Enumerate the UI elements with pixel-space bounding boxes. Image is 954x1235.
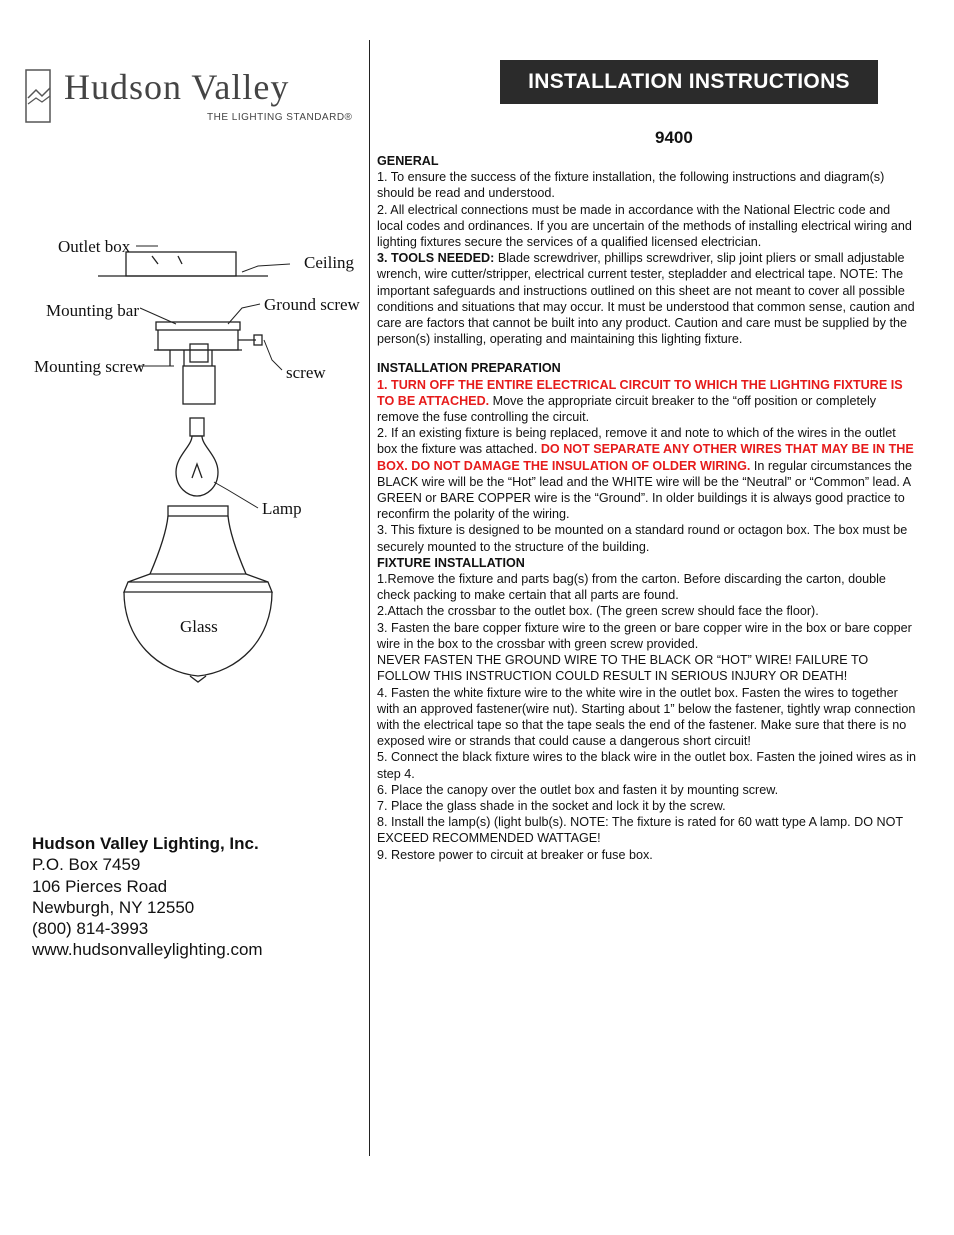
preparation-heading: INSTALLATION PREPARATION	[377, 361, 561, 376]
label-outlet-box: Outlet box	[58, 237, 131, 256]
tools-needed-label: 3. TOOLS NEEDED:	[377, 251, 495, 266]
preparation-item-1-warning: 1. TURN OFF THE ENTIRE ELECTRICAL CIRCUIT TO WHICH THE LIGHTING FIXTURE IS TO BE ATTACHED.	[377, 377, 903, 408]
installation-item-1: 1.Remove the fixture and parts bag(s) from the carton. Before discarding the carton, double check packing to make certain that all parts are found.	[377, 572, 886, 603]
canopy-shape	[154, 322, 262, 404]
label-screw: screw	[286, 363, 326, 382]
glass-shade-shape	[124, 506, 272, 682]
hudson-valley-logo	[24, 66, 364, 128]
general-heading: GENERAL	[377, 154, 439, 168]
preparation-item-1-text: Move the appropriate circuit breaker to the “off position or completely remove the fuse controlling the circuit.	[377, 393, 877, 425]
preparation-item-1	[377, 377, 917, 426]
installation-item-5: 5. Connect the black fixture wires to the black wire in the outlet box. Fasten the joined wires as in step 4.	[377, 750, 917, 781]
company-website: www.hudsonvalleylighting.com	[32, 940, 263, 960]
company-address	[32, 833, 263, 961]
installation-item-8: 8. Install the lamp(s) (light bulb(s). NOTE: The fixture is rated for 60 watt type A lamp. DO NOT EXCEED RECOMMENDED WATTAGE!	[377, 815, 903, 846]
label-mounting-screw: Mounting screw	[34, 357, 145, 376]
installation-warning: NEVER FASTEN THE GROUND WIRE TO THE BLACK OR “HOT” WIRE! FAILURE TO FOLLOW THIS INSTRUCTION COULD RESULT IN SERIOUS INJURY OR DEATH!	[377, 653, 869, 684]
installation-item-2: 2.Attach the crossbar to the outlet box. (The green screw should face the floor).	[377, 604, 819, 619]
preparation-item-2	[377, 425, 917, 522]
outlet-box-shape	[126, 252, 236, 276]
general-item-2: 2. All electrical connections must be made in accordance with the National Electric code and local codes and ordinances. If you are uncertain of the methods of installing electrical wiring and lighting fixtures secure the services of a qualified licensed electrician.	[377, 202, 912, 250]
installation-heading: FIXTURE INSTALLATION	[377, 555, 525, 570]
installation-item-4: 4. Fasten the white fixture wire to the white wire in the outlet box. Fasten the wires to together with an approved fastener(wire nut). Starting about 1” below the fastener, tightly wrap connection with the electrical tape so that the tape seals the end of the fastener. Make sure that there is no exposed wire or strands that could cause a dangerous short circuit!	[377, 685, 916, 749]
general-item-1: 1. To ensure the success of the fixture installation, the following instructions and diagram(s) should be read and understood.	[377, 170, 885, 201]
preparation-item-3: 3. This fixture is designed to be mounted on a standard round or octagon box. The box must be securely mounted to the structure of the building.	[377, 523, 908, 554]
page-title: INSTALLATION INSTRUCTIONS	[500, 60, 878, 104]
instructions-column	[377, 153, 917, 863]
column-divider	[369, 40, 370, 1156]
label-mounting-bar: Mounting bar	[46, 301, 140, 320]
preparation-item-2-text-b: In regular circumstances the BLACK wire will be the “Hot” lead and the WHITE wire will be the “Neutral” or “Common” lead. A GREEN or BARE COPPER wire is the “Ground”. In older buildings it is always good practice to reconfirm the polarity of the wiring.	[377, 458, 913, 522]
tools-needed-text: Blade screwdriver, phillips screwdriver, slip joint pliers or small adjustable wrench, wire cutter/stripper, electrical current tester, stepladder and electrical tape. NOTE: The important safeguards and instructions outlined on this sheet are not meant to cover all possible conditions and situations that may occur. It must be understood that common sense, caution and care are factors that cannot be built into any product. Caution and care must be supplied by the person(s) installing, operating and maintaining this lighting fixture.	[377, 251, 915, 347]
installation-item-7: 7. Place the glass shade in the socket and lock it by the screw.	[377, 798, 726, 813]
model-number: 9400	[655, 128, 693, 147]
company-name: Hudson Valley Lighting, Inc.	[32, 834, 259, 853]
logo-tagline: THE LIGHTING STANDARD®	[207, 112, 353, 123]
company-phone: (800) 814-3993	[32, 919, 149, 939]
company-city: Newburgh, NY 12550	[32, 897, 195, 917]
label-lamp: Lamp	[262, 499, 302, 518]
lamp-shape	[176, 418, 218, 496]
company-street: 106 Pierces Road	[32, 876, 168, 896]
fixture-diagram	[28, 220, 368, 700]
preparation-item-2-text-a: 2. If an existing fixture is being replaced, remove it and note to which of the wires in the outlet box the fixture was attached.	[377, 426, 896, 457]
installation-item-9: 9. Restore power to circuit at breaker or fuse box.	[377, 847, 653, 862]
label-glass: Glass	[180, 617, 218, 636]
label-ceiling: Ceiling	[304, 253, 355, 272]
logo-mark-icon	[24, 68, 54, 126]
leader-lines	[136, 246, 290, 508]
tools-needed	[377, 250, 917, 347]
installation-item-6: 6. Place the canopy over the outlet box and fasten it by mounting screw.	[377, 782, 779, 797]
installation-item-3: 3. Fasten the bare copper fixture wire to the green or bare copper wire in the box or bare copper wire in the box to the crossbar with green screw provided.	[377, 620, 912, 651]
preparation-item-2-warning: DO NOT SEPARATE ANY OTHER WIRES THAT MAY BE IN THE BOX. DO NOT DAMAGE THE INSULATION OF OLDER WIRING.	[377, 442, 914, 473]
logo-brand: Hudson Valley	[64, 67, 290, 107]
label-ground-screw: Ground screw	[264, 295, 360, 314]
company-po-box: P.O. Box 7459	[32, 855, 141, 875]
